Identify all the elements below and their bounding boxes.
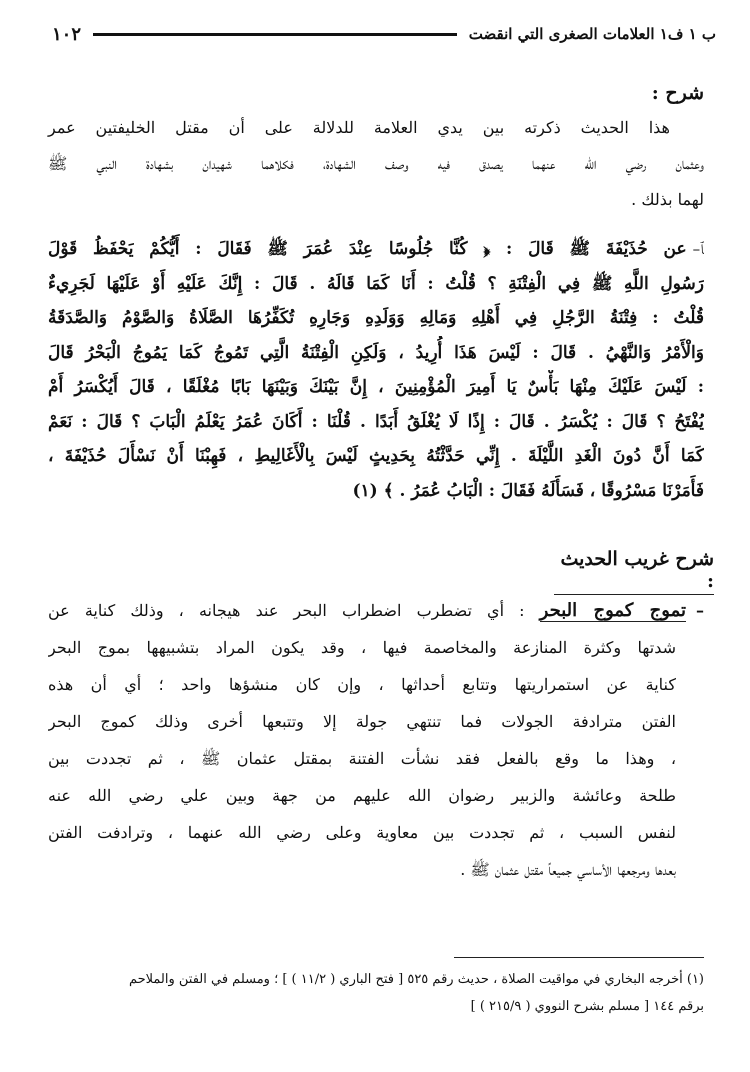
gharib-heading: شرح غريب الحديث : bbox=[554, 548, 714, 595]
gloss-line: طلحة وعائشة والزبير رضوان الله عليهم من جهة وبين علي رضي الله عنه bbox=[48, 786, 676, 805]
hadith-text bbox=[48, 232, 704, 508]
gloss-line: لنفس السبب ، ثم تجددت بين معاوية وعلى رضي الله عنهما ، وترادفت الفتن bbox=[48, 823, 677, 842]
footnote-rule bbox=[454, 957, 704, 958]
hadith-line: : لَيْسَ عَلَيْكَ مِنْهَا بَأْسٌ يَا أَمِيرَ الْمُؤْمِنِينَ ، إِنَّ بَيْنَكَ وَبَيْنَهَا بَابًا مُغْلَقًا ، قَالَ أَيُكْسَرُ أَمْ bbox=[48, 377, 704, 397]
hadith-line: ﭑ–عن حُذَيْفَةَ ﷺ قَالَ : ﴿ كُنَّا جُلُوسًا عِنْدَ عُمَرَ ﷺ فَقَالَ : أَيُّكُمْ يَحْفَظُ قَوْلَ bbox=[48, 239, 704, 259]
hadith-line: فَأَمَرْنَا مَسْرُوقًا ، فَسَأَلَهُ فَقَالَ : الْبَابُ عُمَرُ . ﴾ (١) bbox=[352, 480, 704, 501]
gloss-line: بعدها ومرجعها الأساسي جميعاً مقتل عثمان ﷺ . bbox=[460, 860, 676, 879]
gharib-gloss bbox=[48, 592, 704, 888]
gloss-line: كناية عن استمراريتها وتتابع أحداثها ، وإن كان منشؤها واحد ؛ أي أن هذه bbox=[48, 675, 676, 694]
sharh-paragraph bbox=[48, 110, 704, 218]
sharh-line: هذا الحديث ذكرته بين يدي العلامة للدلالة على أن مقتل الخليفتين عمر bbox=[48, 118, 670, 137]
sharh-line: وعثمان رضي الله عنهما يصدق فيه وصف الشهادة، فكلاهما شهيدان بشهادة النبي ﷺ bbox=[48, 154, 704, 173]
gloss-first-line: –تموج كموج البحر : أي تضطرب اضطراب البحر عند هيجانه ، وذلك كناية عن bbox=[48, 600, 704, 621]
footnote-line: برقم ١٤٤ [ مسلم بشرح النووي ( ٢١٥/٩ ) ] bbox=[470, 999, 704, 1014]
sharh-heading: شرح : bbox=[651, 82, 704, 104]
footnote-line: (١) أخرجه البخاري في مواقيت الصلاة ، حديث رقم ٥٢٥ [ فتح الباري ( ١١/٢ ) ] ؛ ومسلم في الفتن والملاحم bbox=[128, 972, 704, 987]
hadith-line: كَمَا أَنَّ دُونَ الْغَدِ اللَّيْلَةَ . إِنِّي حَدَّثْتُهُ بِحَدِيثٍ لَيْسَ بِالْأَغَالِيطِ ، فَهِبْنَا أَنْ نَسْأَلَ حُذَيْفَةَ ، bbox=[48, 446, 704, 466]
hadith-marker: ﭑ– bbox=[692, 240, 704, 258]
hadith-line: رَسُولِ اللَّهِ ﷺ فِي الْفِتْنَةِ ؟ قُلْتُ : أَنَا كَمَا قَالَهُ . قَالَ : إِنَّكَ عَلَيْهِ أَوْ عَلَيْهَا لَجَرِيءٌ bbox=[48, 273, 704, 294]
hadith-line: قُلْتُ : فِتْنَةُ الرَّجُلِ فِي أَهْلِهِ وَمَالِهِ وَوَلَدِهِ وَجَارِهِ تُكَفِّرُهَا الصَّلَاةُ وَالصَّوْمُ وَالصَّدَقَةُ bbox=[48, 308, 704, 328]
hadith-line: وَالْأَمْرُ وَالنَّهْيُ . قَالَ : لَيْسَ هَذَا أُرِيدُ ، وَلَكِنِ الْفِتْنَةُ الَّتِي تَمُوجُ كَمَا يَمُوجُ الْبَحْرُ قَالَ bbox=[48, 342, 704, 363]
gloss-line: الفتن مترادفة الجولات فما تنتهي جولة إلا وتتبعها أخرى وذلك كموج البحر bbox=[48, 712, 676, 731]
hadith-line: يُفْتَحُ ؟ قَالَ : يُكْسَرُ . قَالَ : إِذًا لَا يُغْلَقُ أَبَدًا . قُلْنَا : أَكَانَ عُمَرُ يَعْلَمُ الْبَابَ ؟ قَالَ : نَعَمْ bbox=[48, 411, 704, 432]
sharh-line: لهما بذلك . bbox=[631, 190, 704, 209]
list-dash: – bbox=[696, 601, 704, 620]
gloss-term: تموج كموج البحر bbox=[539, 600, 686, 621]
chapter-title: ب ١ ف١ العلامات الصغرى التي انقضت bbox=[468, 25, 716, 43]
gloss-line: شدتها وكثرة المنازعة والمخاصمة فيها ، وقد يكون المراد بتشبيهها بموج البحر bbox=[48, 638, 676, 657]
gloss-line: ، وهذا ما وقع بالفعل فقد نشأت الفتنة بمقتل عثمان ﷺ ، ثم تجددت بين bbox=[48, 749, 676, 768]
footnote bbox=[48, 966, 704, 1020]
running-header bbox=[52, 16, 716, 52]
header-rule bbox=[93, 33, 457, 36]
page-number: ١٠٢ bbox=[52, 23, 82, 45]
